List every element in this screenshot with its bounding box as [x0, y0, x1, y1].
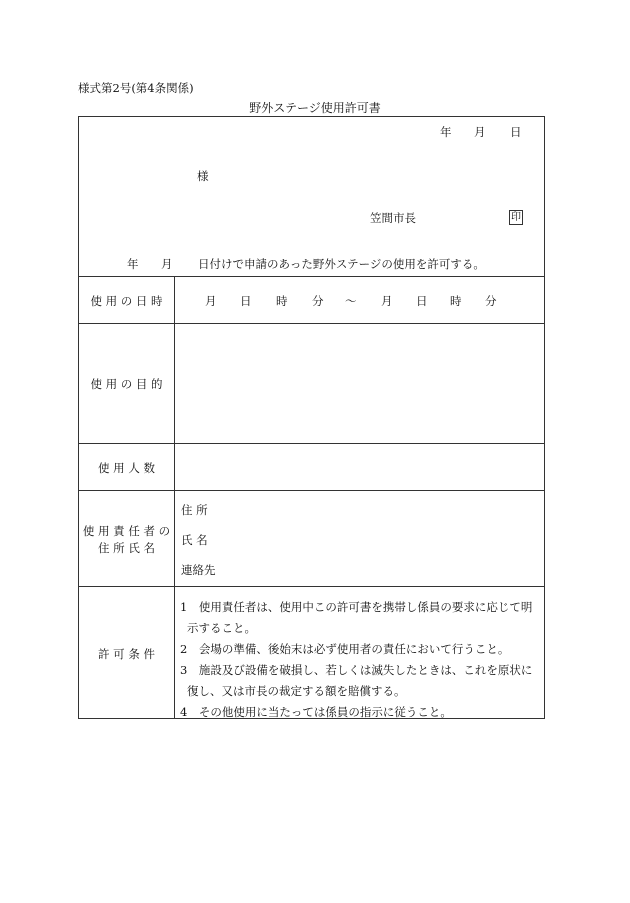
start-minute-label: 分: [312, 294, 324, 308]
end-hour-label: 時: [450, 294, 462, 308]
contact-label: 連絡先: [181, 563, 216, 577]
range-separator: ～: [345, 294, 357, 308]
row-divider: [79, 276, 544, 277]
permit-sentence: 日付けで申請のあった野外ステージの使用を許可する。: [198, 257, 485, 271]
condition-item-cont: 示すること。: [187, 621, 256, 635]
name-label: 氏 名: [181, 533, 208, 547]
end-minute-label: 分: [485, 294, 497, 308]
issuer-name: 笠間市長: [370, 211, 416, 225]
start-month-label: 月: [205, 294, 217, 308]
addressee-suffix: 様: [197, 169, 209, 183]
column-divider: [174, 276, 175, 719]
address-label: 住 所: [181, 503, 208, 517]
permit-month-label: 月: [161, 257, 173, 271]
row-divider: [79, 323, 544, 324]
date-month-label: 月: [474, 125, 486, 139]
date-day-label: 日: [510, 125, 522, 139]
responsible-label-line1: 使 用 責 任 者 の: [82, 524, 171, 538]
headcount-label: 使 用 人 数: [98, 461, 155, 475]
seal-mark: 印: [511, 212, 521, 223]
condition-item: 4 その他使用に当たっては係員の指示に従うこと。: [180, 705, 452, 719]
form-number: 様式第2号(第4条関係): [78, 81, 194, 95]
row-divider: [79, 586, 544, 587]
conditions-list: [180, 597, 542, 719]
condition-item: 2 会場の準備、後始末は必ず使用者の責任において行うこと。: [180, 642, 510, 656]
condition-item: 1 使用責任者は、使用中この許可書を携帯し係員の要求に応じて明: [180, 600, 533, 614]
row-divider: [79, 490, 544, 491]
start-day-label: 日: [240, 294, 252, 308]
purpose-label: 使 用 の 目 的: [90, 377, 163, 391]
permit-year-label: 年: [127, 257, 139, 271]
end-month-label: 月: [381, 294, 393, 308]
responsible-label-line2: 住 所 氏 名: [98, 541, 155, 555]
condition-item-cont: 復し、又は市長の裁定する額を賠償する。: [187, 684, 406, 698]
document-title: 野外ステージ使用許可書: [249, 101, 381, 115]
use-datetime-label: 使 用 の 日 時: [90, 294, 163, 308]
row-divider: [79, 443, 544, 444]
end-day-label: 日: [416, 294, 428, 308]
date-year-label: 年: [440, 125, 452, 139]
start-hour-label: 時: [276, 294, 288, 308]
conditions-label: 許 可 条 件: [98, 647, 155, 661]
permit-form-table: [78, 116, 545, 719]
condition-item: 3 施設及び設備を破損し、若しくは滅失したときは、これを原状に: [180, 663, 533, 677]
